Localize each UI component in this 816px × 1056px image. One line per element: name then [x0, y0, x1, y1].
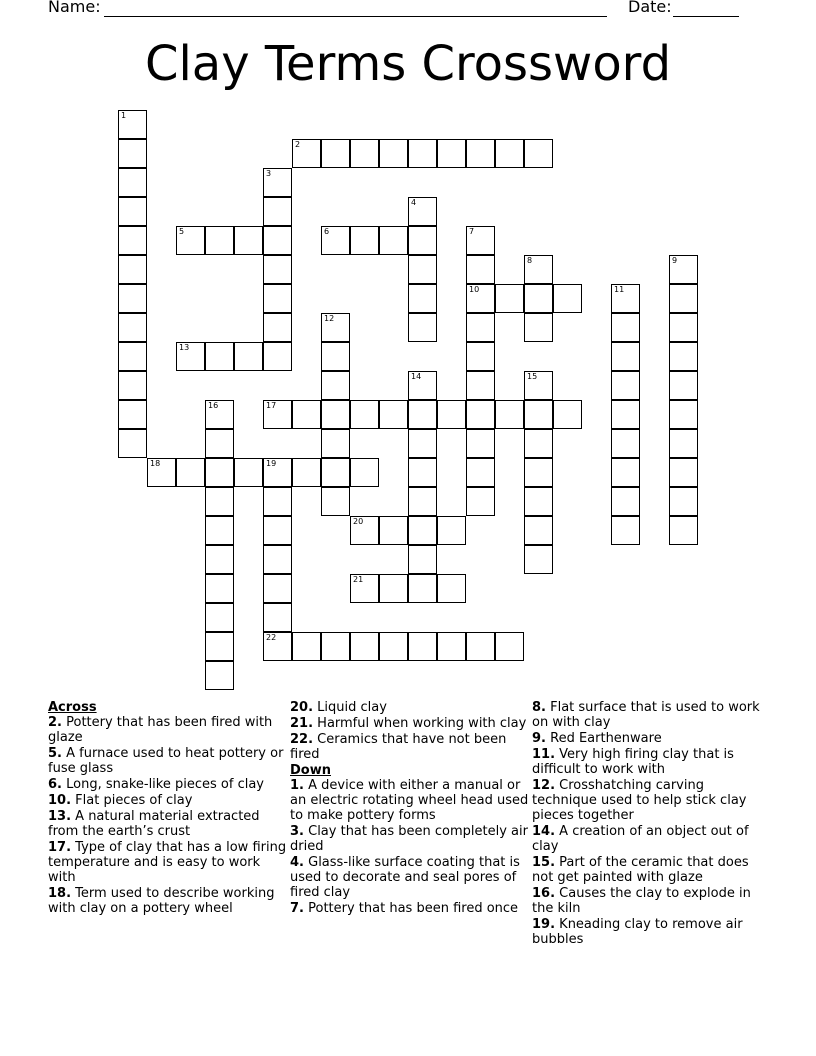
grid-cell[interactable] [118, 429, 147, 458]
clue-number: 21 [353, 575, 364, 584]
grid-cell[interactable] [611, 342, 640, 371]
grid-cell[interactable] [495, 632, 524, 661]
grid-cell[interactable] [408, 255, 437, 284]
grid-cell[interactable] [495, 284, 524, 313]
grid-cell[interactable] [118, 371, 147, 400]
clue-number-label: 12. [532, 778, 556, 793]
grid-cell[interactable] [263, 284, 292, 313]
grid-cell[interactable] [466, 487, 495, 516]
grid-cell[interactable] [321, 458, 350, 487]
grid-cell[interactable] [118, 255, 147, 284]
clue-number: 12 [324, 314, 335, 323]
grid-cell[interactable] [408, 574, 437, 603]
clue-number-label: 17. [48, 840, 72, 855]
grid-cell[interactable] [524, 371, 553, 400]
clue-number: 2 [295, 140, 301, 149]
clue-number-label: 20. [290, 700, 314, 715]
clue-text: Flat pieces of clay [71, 793, 193, 808]
grid-cell[interactable] [524, 429, 553, 458]
clue-item [532, 700, 772, 730]
grid-cell[interactable] [524, 313, 553, 342]
grid-cell[interactable] [350, 226, 379, 255]
clue-number: 16 [208, 401, 219, 410]
grid-cell[interactable] [176, 458, 205, 487]
grid-cell[interactable] [350, 516, 379, 545]
grid-cell[interactable] [466, 632, 495, 661]
grid-cell[interactable] [524, 400, 553, 429]
clue-item [48, 746, 288, 776]
clue-item [532, 917, 772, 947]
name-label: Name: [48, 0, 101, 16]
grid-cell[interactable] [263, 603, 292, 632]
clue-number: 9 [672, 256, 678, 265]
grid-cell[interactable] [408, 400, 437, 429]
grid-cell[interactable] [118, 168, 147, 197]
grid-cell[interactable] [205, 400, 234, 429]
grid-cell[interactable] [408, 458, 437, 487]
grid-cell[interactable] [234, 342, 263, 371]
grid-cell[interactable] [118, 400, 147, 429]
grid-cell[interactable] [321, 139, 350, 168]
grid-cell[interactable] [437, 516, 466, 545]
clue-item [48, 840, 288, 885]
grid-cell[interactable] [379, 516, 408, 545]
grid-cell[interactable] [611, 284, 640, 313]
clue-number: 3 [266, 169, 272, 178]
grid-cell[interactable] [118, 197, 147, 226]
clue-text: Flat surface that is used to work on with clay [532, 700, 760, 730]
grid-cell[interactable] [263, 516, 292, 545]
clue-item [532, 747, 772, 777]
grid-cell[interactable] [234, 226, 263, 255]
grid-cell[interactable] [669, 400, 698, 429]
clue-text: Crosshatching carving technique used to help stick clay pieces together [532, 778, 747, 823]
grid-cell[interactable] [408, 284, 437, 313]
clue-number: 22 [266, 633, 277, 642]
grid-cell[interactable] [408, 139, 437, 168]
grid-cell[interactable] [611, 458, 640, 487]
clue-item [290, 901, 530, 916]
clue-number: 13 [179, 343, 190, 352]
grid-cell[interactable] [669, 429, 698, 458]
clue-number-label: 6. [48, 777, 62, 792]
grid-cell[interactable] [205, 661, 234, 690]
grid-cell[interactable] [466, 313, 495, 342]
clue-number-label: 18. [48, 886, 72, 901]
grid-cell[interactable] [669, 371, 698, 400]
grid-cell[interactable] [321, 632, 350, 661]
grid-cell[interactable] [234, 458, 263, 487]
clue-number: 18 [150, 459, 161, 468]
clue-number-label: 4. [290, 855, 304, 870]
clues-column-3 [532, 700, 772, 948]
grid-cell[interactable] [379, 226, 408, 255]
grid-cell[interactable] [321, 226, 350, 255]
grid-cell[interactable] [669, 516, 698, 545]
grid-cell[interactable] [379, 139, 408, 168]
grid-cell[interactable] [466, 342, 495, 371]
grid-cell[interactable] [321, 429, 350, 458]
grid-cell[interactable] [524, 487, 553, 516]
grid-cell[interactable] [408, 516, 437, 545]
clue-number: 10 [469, 285, 480, 294]
clue-number-label: 5. [48, 746, 62, 761]
grid-cell[interactable] [263, 168, 292, 197]
grid-cell[interactable] [408, 197, 437, 226]
clue-number-label: 3. [290, 824, 304, 839]
clue-number-label: 14. [532, 824, 556, 839]
grid-cell[interactable] [321, 313, 350, 342]
grid-cell[interactable] [669, 487, 698, 516]
grid-cell[interactable] [437, 632, 466, 661]
clue-text: Kneading clay to remove air bubbles [532, 917, 743, 947]
grid-cell[interactable] [408, 371, 437, 400]
grid-cell[interactable] [205, 545, 234, 574]
clues-column-2 [290, 700, 530, 917]
clue-text: Red Earthenware [545, 731, 662, 746]
grid-cell[interactable] [176, 226, 205, 255]
clue-number: 15 [527, 372, 538, 381]
date-label: Date: [628, 0, 672, 16]
grid-cell[interactable] [205, 574, 234, 603]
grid-cell[interactable] [118, 110, 147, 139]
clue-number-label: 2. [48, 715, 62, 730]
grid-cell[interactable] [524, 458, 553, 487]
grid-cell[interactable] [466, 226, 495, 255]
clue-item [290, 716, 530, 731]
clue-text: Part of the ceramic that does not get painted with glaze [532, 855, 749, 885]
grid-cell[interactable] [466, 400, 495, 429]
clue-number-label: 13. [48, 809, 72, 824]
clue-number-label: 11. [532, 747, 556, 762]
clue-text: Pottery that has been fired once [303, 901, 519, 916]
across-heading: Across [48, 700, 97, 715]
grid-cell[interactable] [437, 574, 466, 603]
page-title: Clay Terms Crossword [144, 36, 672, 92]
clue-item [532, 731, 772, 746]
grid-cell[interactable] [321, 371, 350, 400]
clue-item [532, 855, 772, 885]
grid-cell[interactable] [205, 516, 234, 545]
grid-cell[interactable] [292, 139, 321, 168]
clue-item [290, 824, 530, 854]
grid-cell[interactable] [611, 400, 640, 429]
grid-cell[interactable] [263, 400, 292, 429]
clue-item [48, 777, 288, 792]
grid-cell[interactable] [350, 574, 379, 603]
clue-text: Long, snake-like pieces of clay [61, 777, 264, 792]
grid-cell[interactable] [176, 342, 205, 371]
grid-cell[interactable] [205, 226, 234, 255]
grid-cell[interactable] [495, 400, 524, 429]
clue-item [48, 793, 288, 808]
clues-column-1 [48, 700, 288, 917]
clue-text: A natural material extracted from the earth’s crust [48, 809, 260, 839]
clue-number: 1 [121, 111, 127, 120]
grid-cell[interactable] [263, 574, 292, 603]
grid-cell[interactable] [263, 632, 292, 661]
grid-cell[interactable] [408, 545, 437, 574]
grid-cell[interactable] [524, 255, 553, 284]
grid-cell[interactable] [466, 139, 495, 168]
grid-cell[interactable] [263, 313, 292, 342]
grid-cell[interactable] [437, 139, 466, 168]
clue-number-label: 15. [532, 855, 556, 870]
grid-cell[interactable] [263, 197, 292, 226]
clue-text: Glass-like surface coating that is used to decorate and seal pores of fired clay [290, 855, 520, 900]
grid-cell[interactable] [524, 139, 553, 168]
grid-cell[interactable] [611, 313, 640, 342]
grid-cell[interactable] [350, 632, 379, 661]
clue-number-label: 16. [532, 886, 556, 901]
clue-number: 14 [411, 372, 422, 381]
grid-cell[interactable] [205, 603, 234, 632]
grid-cell[interactable] [669, 313, 698, 342]
grid-cell[interactable] [147, 458, 176, 487]
clue-text: A device with either a manual or an electric rotating wheel head used to make pottery forms [290, 778, 529, 823]
clue-text: Term used to describe working with clay on a pottery wheel [48, 886, 275, 916]
grid-cell[interactable] [611, 371, 640, 400]
clue-item [48, 715, 288, 745]
clue-item [48, 809, 288, 839]
grid-cell[interactable] [669, 255, 698, 284]
grid-cell[interactable] [437, 400, 466, 429]
clue-text: Ceramics that have not been fired [290, 732, 507, 762]
clue-number-label: 19. [532, 917, 556, 932]
clue-item [532, 778, 772, 823]
clue-text: A creation of an object out of clay [532, 824, 749, 854]
grid-cell[interactable] [263, 545, 292, 574]
clue-text: Causes the clay to explode in the kiln [532, 886, 751, 916]
clue-item [290, 732, 530, 762]
grid-cell[interactable] [118, 226, 147, 255]
grid-cell[interactable] [669, 458, 698, 487]
grid-cell[interactable] [379, 400, 408, 429]
clue-number: 5 [179, 227, 185, 236]
clue-number: 20 [353, 517, 364, 526]
grid-cell[interactable] [292, 632, 321, 661]
clue-text: Very high firing clay that is difficult to work with [532, 747, 734, 777]
grid-cell[interactable] [350, 400, 379, 429]
grid-cell[interactable] [118, 284, 147, 313]
clue-text: Harmful when working with clay [313, 716, 527, 731]
clue-item [532, 824, 772, 854]
grid-cell[interactable] [669, 284, 698, 313]
grid-cell[interactable] [466, 458, 495, 487]
grid-cell[interactable] [263, 342, 292, 371]
grid-cell[interactable] [321, 400, 350, 429]
clue-number-label: 7. [290, 901, 304, 916]
clue-text: Liquid clay [313, 700, 387, 715]
grid-cell[interactable] [379, 632, 408, 661]
grid-cell[interactable] [669, 342, 698, 371]
grid-cell[interactable] [350, 139, 379, 168]
clue-item [290, 778, 530, 823]
clue-number-label: 1. [290, 778, 304, 793]
grid-cell[interactable] [205, 487, 234, 516]
clue-text: Pottery that has been fired with glaze [48, 715, 273, 745]
clue-number: 7 [469, 227, 475, 236]
grid-cell[interactable] [321, 487, 350, 516]
clue-number-label: 22. [290, 732, 314, 747]
grid-cell[interactable] [611, 429, 640, 458]
clue-item [290, 700, 530, 715]
grid-cell[interactable] [408, 632, 437, 661]
grid-cell[interactable] [205, 429, 234, 458]
grid-cell[interactable] [321, 342, 350, 371]
clue-item [290, 855, 530, 900]
grid-cell[interactable] [408, 429, 437, 458]
grid-cell[interactable] [466, 429, 495, 458]
grid-cell[interactable] [205, 342, 234, 371]
clue-text: Type of clay that has a low firing temperature and is easy to work with [48, 840, 287, 885]
grid-cell[interactable] [408, 487, 437, 516]
down-heading: Down [290, 763, 331, 778]
clue-number-label: 21. [290, 716, 314, 731]
grid-cell[interactable] [466, 284, 495, 313]
grid-cell[interactable] [408, 226, 437, 255]
grid-cell[interactable] [524, 516, 553, 545]
grid-cell[interactable] [205, 458, 234, 487]
grid-cell[interactable] [379, 574, 408, 603]
clue-text: A furnace used to heat pottery or fuse glass [48, 746, 284, 776]
clue-number-label: 8. [532, 700, 546, 715]
clue-number: 19 [266, 459, 277, 468]
grid-cell[interactable] [553, 284, 582, 313]
grid-cell[interactable] [263, 458, 292, 487]
grid-cell[interactable] [118, 313, 147, 342]
clue-number-label: 10. [48, 793, 72, 808]
grid-cell[interactable] [263, 255, 292, 284]
clue-item [532, 886, 772, 916]
clue-number: 8 [527, 256, 533, 265]
clue-item [48, 886, 288, 916]
clue-number: 11 [614, 285, 625, 294]
clue-number: 17 [266, 401, 277, 410]
grid-cell[interactable] [118, 342, 147, 371]
grid-cell[interactable] [205, 632, 234, 661]
grid-cell[interactable] [263, 487, 292, 516]
grid-cell[interactable] [611, 487, 640, 516]
clue-number-label: 9. [532, 731, 546, 746]
grid-cell[interactable] [611, 516, 640, 545]
grid-cell[interactable] [292, 458, 321, 487]
grid-cell[interactable] [466, 371, 495, 400]
grid-cell[interactable] [408, 313, 437, 342]
grid-cell[interactable] [263, 226, 292, 255]
grid-cell[interactable] [524, 545, 553, 574]
clue-number: 4 [411, 198, 417, 207]
grid-cell[interactable] [495, 139, 524, 168]
clue-text: Clay that has been completely air dried [290, 824, 528, 854]
grid-cell[interactable] [466, 255, 495, 284]
grid-cell[interactable] [553, 400, 582, 429]
grid-cell[interactable] [118, 139, 147, 168]
grid-cell[interactable] [350, 458, 379, 487]
clue-number: 6 [324, 227, 330, 236]
grid-cell[interactable] [524, 284, 553, 313]
grid-cell[interactable] [292, 400, 321, 429]
